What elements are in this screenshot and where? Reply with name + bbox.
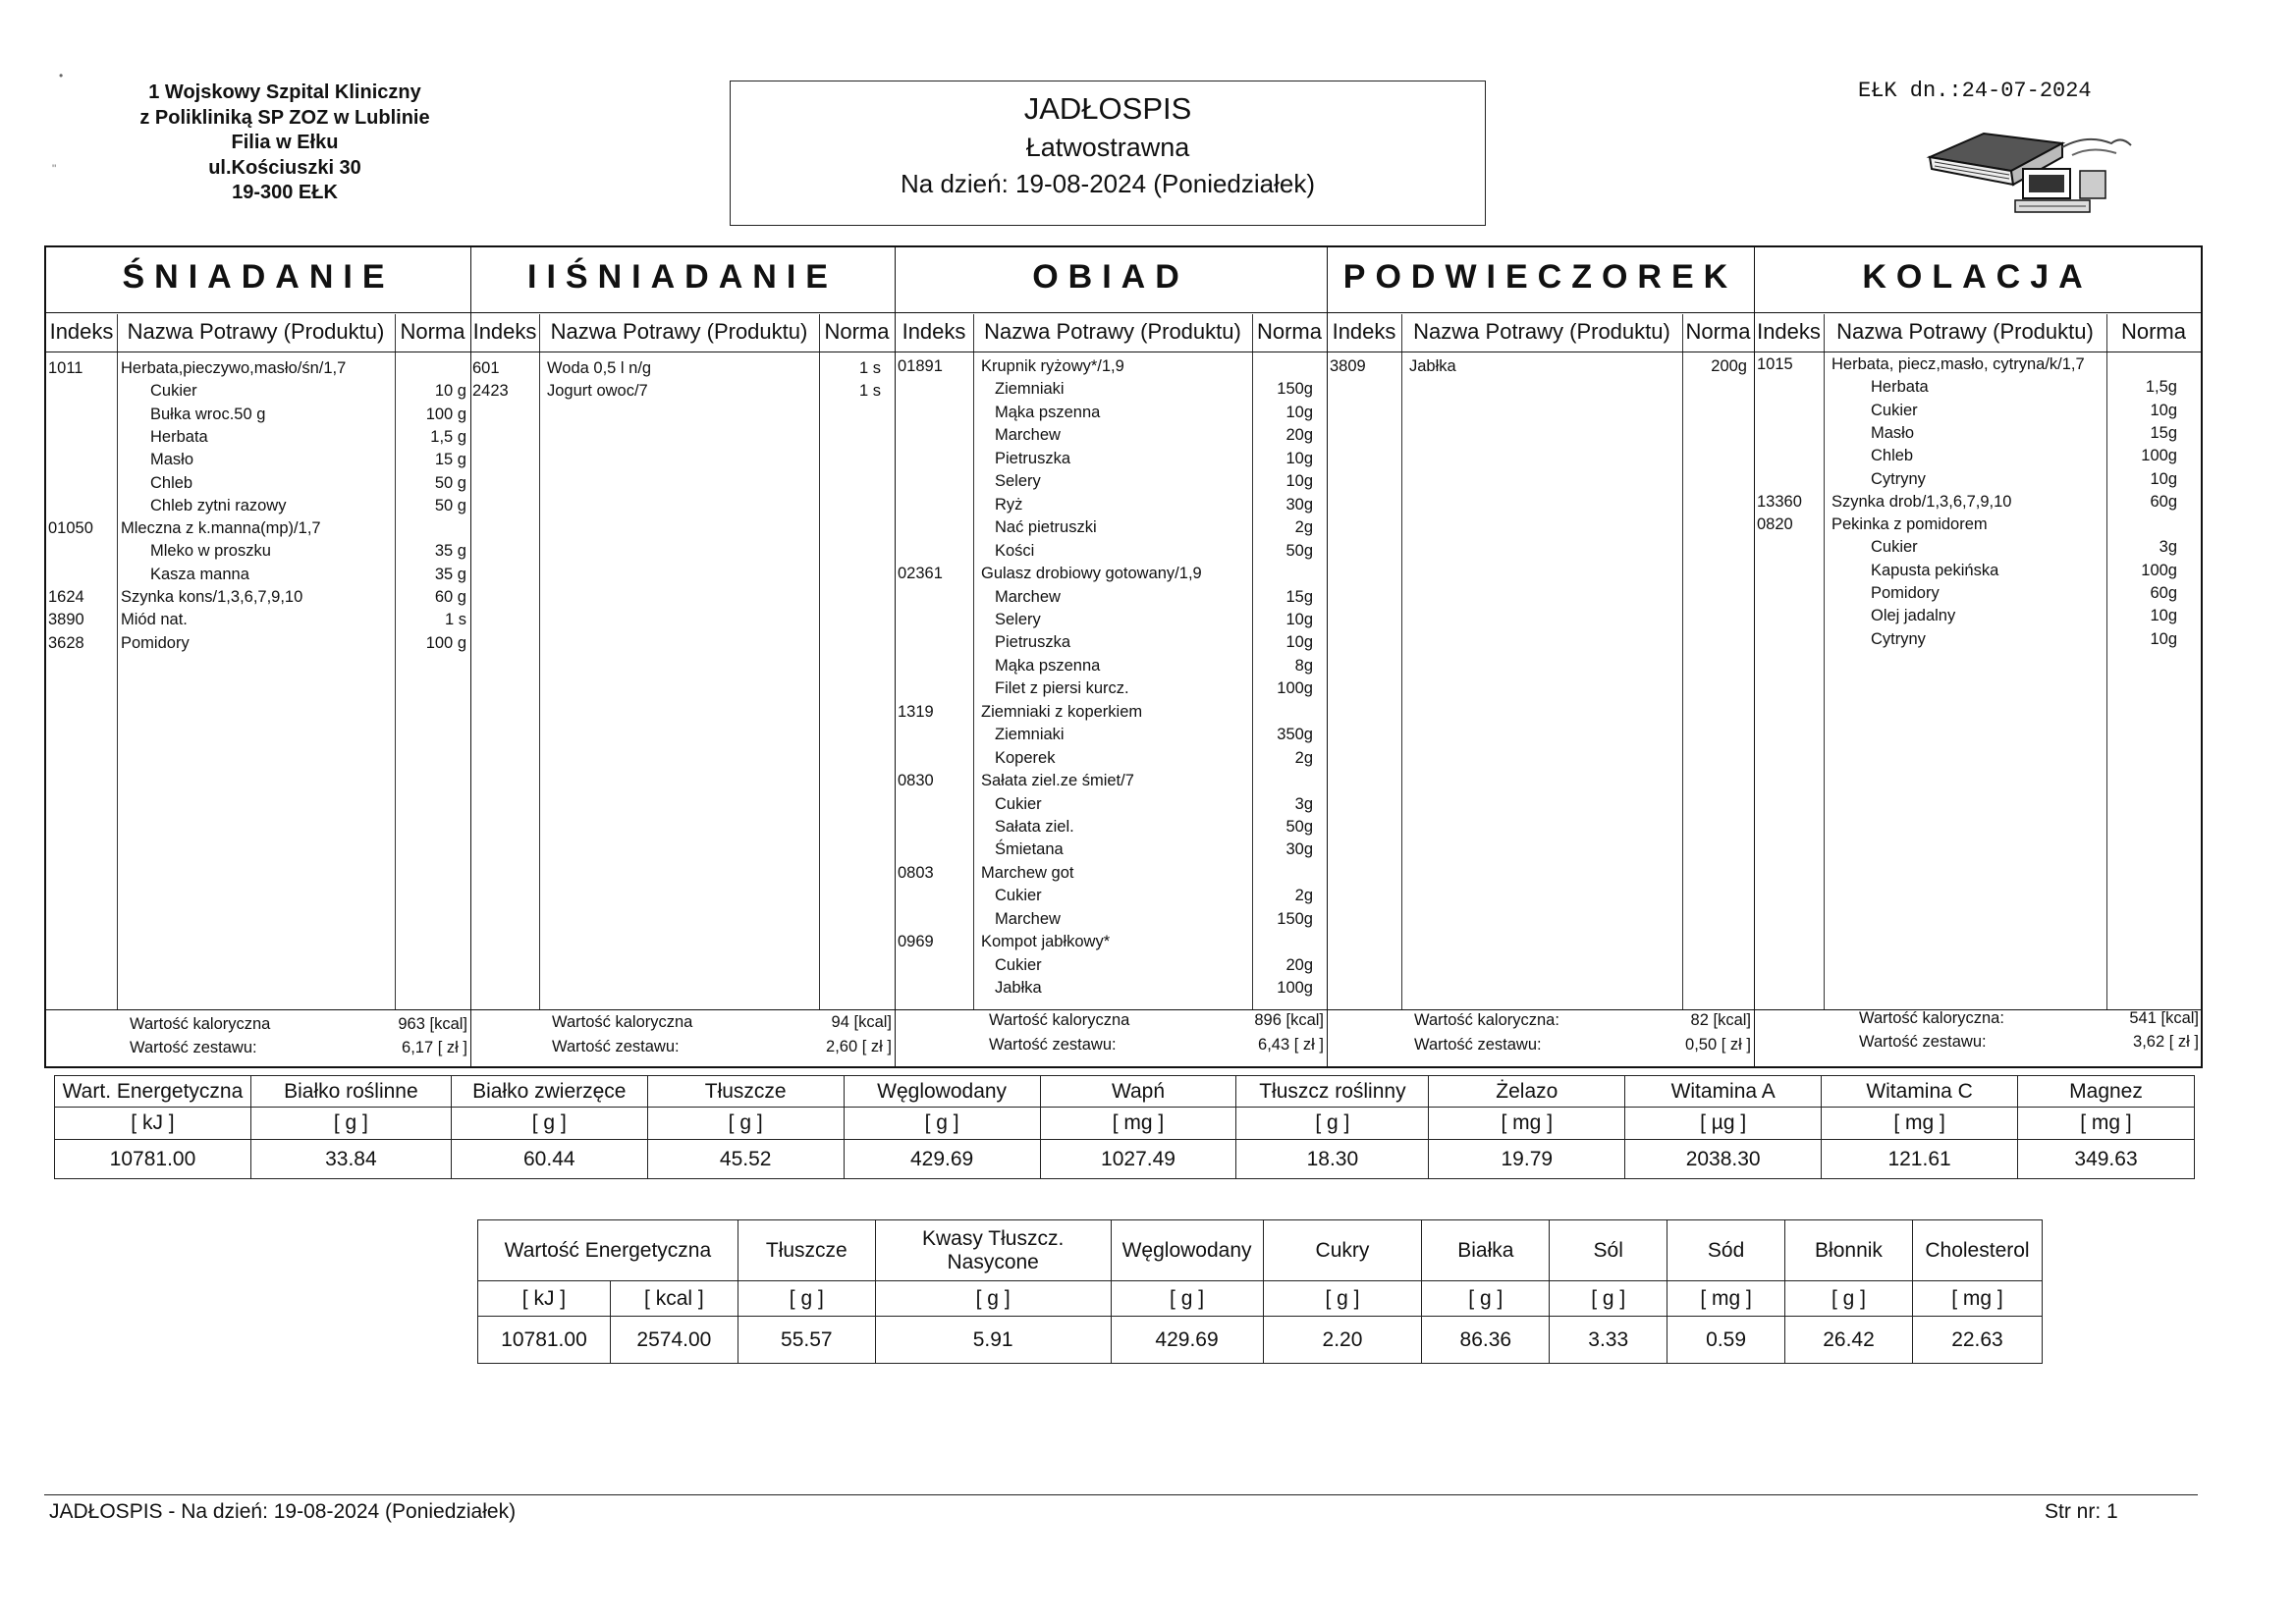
nutrient-value: 2038.30	[1625, 1140, 1822, 1179]
cost-label: Wartość zestawu:	[1414, 1036, 1542, 1054]
norm-value: 60 g	[434, 588, 466, 606]
norm-value: 2g	[1294, 887, 1313, 905]
norm-value: 10g	[1285, 610, 1313, 628]
nutrient-value: 0.59	[1667, 1317, 1785, 1364]
nutrient-header: Żelazo	[1429, 1076, 1625, 1108]
norm-value: 10g	[2150, 401, 2177, 419]
column-header-index: Indeks	[1332, 319, 1396, 344]
nutrient-unit: [ mg ]	[1912, 1281, 2042, 1317]
menu-table	[44, 245, 2203, 1068]
nutrient-header: Sól	[1550, 1220, 1667, 1281]
nutrient-header: Wapń	[1040, 1076, 1236, 1108]
ingredient-name: Sałata ziel.	[995, 818, 1074, 836]
norm-value: 150g	[1277, 380, 1313, 399]
column-header-norm: Norma	[824, 319, 890, 344]
nutrient-value: 18.30	[1236, 1140, 1429, 1179]
kcal-label: Wartość kaloryczna	[552, 1013, 693, 1031]
ingredient-name: Pietruszka	[995, 449, 1071, 467]
norm-value: 150g	[1277, 909, 1313, 928]
nutrient-unit: [ mg ]	[1429, 1108, 1625, 1140]
column-header-index: Indeks	[472, 319, 537, 344]
nutrition-table-daily	[54, 1075, 2195, 1179]
ingredient-name: Śmietana	[995, 840, 1064, 859]
cost-label: Wartość zestawu:	[1859, 1033, 1987, 1051]
hospital-line: 19-300 EŁK	[232, 182, 338, 203]
column-header-name: Nazwa Potrawy (Produktu)	[1413, 319, 1670, 344]
nutrient-header: Białko zwierzęce	[451, 1076, 647, 1108]
row-index: 3628	[48, 633, 84, 652]
nutrient-header: Witamina C	[1822, 1076, 2018, 1108]
nutrient-value: 121.61	[1822, 1140, 2018, 1179]
dish-name: Jogurt owoc/7	[547, 382, 648, 401]
hospital-line: 1 Wojskowy Szpital Kliniczny	[148, 81, 421, 103]
diet-name: Łatwostrawna	[1025, 133, 1190, 162]
norm-value: 200g	[1711, 357, 1747, 375]
norm-value: 1 s	[444, 611, 466, 629]
scan-mark: "	[52, 162, 57, 176]
dish-name: Marchew got	[981, 863, 1074, 882]
dish-name: Pekinka z pomidorem	[1831, 515, 1988, 534]
norm-value: 10g	[2150, 629, 2177, 648]
kcal-label: Wartość kaloryczna:	[1414, 1011, 1559, 1029]
ingredient-name: Filet z piersi kurcz.	[995, 679, 1129, 698]
norm-value: 30g	[1285, 840, 1313, 859]
cost-label: Wartość zestawu:	[989, 1036, 1117, 1054]
dish-name: Szynka drob/1,3,6,7,9,10	[1831, 492, 2012, 511]
dish-name: Pomidory	[121, 633, 190, 652]
norm-value: 10g	[1285, 633, 1313, 652]
nutrient-header: Wart. Energetyczna	[55, 1076, 251, 1108]
kcal-value: 541 [kcal]	[2129, 1009, 2199, 1027]
nutrient-header: Węglowodany	[844, 1076, 1040, 1108]
norm-value: 1 s	[858, 359, 881, 377]
nutrient-unit: [ mg ]	[1040, 1108, 1236, 1140]
row-index: 3890	[48, 611, 84, 629]
nutrient-header: Witamina A	[1625, 1076, 1822, 1108]
nutrient-value: 3.33	[1550, 1317, 1667, 1364]
nutrient-value: 10781.00	[55, 1140, 251, 1179]
nutrient-header: Białka	[1422, 1220, 1550, 1281]
nutrient-unit: [ mg ]	[2018, 1108, 2195, 1140]
norm-value: 50g	[1285, 818, 1313, 836]
title-box	[730, 81, 1486, 226]
norm-value: 100g	[2141, 447, 2177, 465]
dish-name: Mleczna z k.manna(mp)/1,7	[121, 519, 321, 538]
nutrient-header: Tłuszcz roślinny	[1236, 1076, 1429, 1108]
nutrient-value: 1027.49	[1040, 1140, 1236, 1179]
ingredient-name: Kapusta pekińska	[1871, 561, 1999, 579]
ingredient-name: Mleko w proszku	[150, 542, 271, 561]
dish-name: Woda 0,5 l n/g	[547, 359, 652, 377]
nutrient-value: 429.69	[844, 1140, 1040, 1179]
column-header-norm: Norma	[1685, 319, 1751, 344]
ingredient-name: Bułka wroc.50 g	[150, 405, 266, 423]
nutrient-unit: [ g ]	[250, 1108, 451, 1140]
issue-date: EŁK dn.:24-07-2024	[1858, 79, 2092, 103]
norm-value: 10g	[2150, 607, 2177, 625]
nutrient-unit: [ g ]	[647, 1108, 844, 1140]
row-index: 0830	[898, 772, 934, 790]
ingredient-name: Selery	[995, 472, 1041, 491]
norm-value: 15 g	[434, 451, 466, 469]
menu-date: Na dzień: 19-08-2024 (Poniedziałek)	[900, 169, 1316, 198]
hospital-line: Filia w Ełku	[231, 132, 339, 153]
norm-value: 35 g	[434, 565, 466, 583]
column-header-name: Nazwa Potrawy (Produktu)	[984, 319, 1241, 344]
ingredient-name: Olej jadalny	[1871, 607, 1956, 625]
nutrient-unit: [ kJ ]	[478, 1281, 611, 1317]
nutrient-unit: [ g ]	[1785, 1281, 1913, 1317]
row-index: 13360	[1757, 492, 1802, 511]
ingredient-name: Ziemniaki	[995, 726, 1065, 744]
norm-value: 10g	[1285, 449, 1313, 467]
meal-title-afternoon-snack: PODWIECZOREK	[1342, 257, 1738, 296]
norm-value: 60g	[2150, 584, 2177, 602]
nutrient-unit: [ kcal ]	[610, 1281, 738, 1317]
row-index: 601	[472, 359, 500, 377]
norm-value: 20g	[1285, 955, 1313, 974]
norm-value: 100 g	[425, 405, 466, 423]
ingredient-name: Nać pietruszki	[995, 518, 1097, 537]
row-index: 3809	[1330, 357, 1366, 375]
ingredient-name: Masło	[1871, 423, 1915, 442]
nutrient-header: Wartość Energetyczna	[478, 1220, 738, 1281]
column-header-norm: Norma	[2120, 319, 2186, 344]
nutrient-value: 349.63	[2018, 1140, 2195, 1179]
ingredient-name: Marchew	[995, 426, 1061, 445]
norm-value: 10 g	[434, 382, 466, 401]
dish-name: Jabłka	[1409, 357, 1456, 375]
book-computer-icon	[1925, 126, 2160, 229]
nutrient-header: Cukry	[1263, 1220, 1422, 1281]
scan-mark: •	[59, 69, 64, 82]
ingredient-name: Ryż	[995, 495, 1023, 514]
ingredient-name: Chleb	[150, 473, 193, 492]
meal-title-second-breakfast: IIŚNIADANIE	[527, 257, 838, 296]
norm-value: 30g	[1285, 495, 1313, 514]
cost-label: Wartość zestawu:	[552, 1038, 680, 1055]
nutrient-unit: [ g ]	[875, 1281, 1111, 1317]
nutrient-unit: [ g ]	[738, 1281, 875, 1317]
norm-value: 10g	[1285, 403, 1313, 421]
nutrient-unit: [ g ]	[1111, 1281, 1263, 1317]
kcal-value: 82 [kcal]	[1690, 1011, 1751, 1029]
norm-value: 3g	[2159, 538, 2177, 557]
norm-value: 50 g	[434, 473, 466, 492]
nutrient-value: 10781.00	[478, 1317, 611, 1364]
ingredient-name: Mąka pszenna	[995, 403, 1101, 421]
dish-name: Herbata, piecz,masło, cytryna/k/1,7	[1831, 355, 2085, 373]
ingredient-name: Jabłka	[995, 979, 1042, 998]
nutrient-unit: [ g ]	[1263, 1281, 1422, 1317]
row-index: 01050	[48, 519, 93, 538]
document-title: JADŁOSPIS	[1023, 91, 1192, 126]
nutrient-unit: [ g ]	[1550, 1281, 1667, 1317]
nutrition-table-label	[477, 1219, 2043, 1364]
ingredient-name: Selery	[995, 610, 1041, 628]
dish-name: Sałata ziel.ze śmiet/7	[981, 772, 1134, 790]
nutrient-value: 33.84	[250, 1140, 451, 1179]
ingredient-name: Cytryny	[1871, 469, 1926, 488]
norm-value: 20g	[1285, 426, 1313, 445]
meal-title-lunch: OBIAD	[1032, 257, 1189, 296]
norm-value: 2g	[1294, 748, 1313, 767]
dish-name: Krupnik ryżowy*/1,9	[981, 357, 1124, 375]
nutrient-value: 22.63	[1912, 1317, 2042, 1364]
column-header-index: Indeks	[49, 319, 114, 344]
row-index: 1011	[48, 359, 83, 377]
kcal-label: Wartość kaloryczna:	[1859, 1009, 2004, 1027]
norm-value: 3g	[1294, 794, 1313, 813]
norm-value: 2g	[1294, 518, 1313, 537]
row-index: 0820	[1757, 515, 1793, 534]
norm-value: 100 g	[425, 633, 466, 652]
cost-value: 6,43 [ zł ]	[1258, 1036, 1324, 1054]
nutrient-unit: [ g ]	[1422, 1281, 1550, 1317]
nutrient-unit: [ mg ]	[1667, 1281, 1785, 1317]
norm-value: 10g	[2150, 469, 2177, 488]
cost-label: Wartość zestawu:	[130, 1039, 257, 1056]
ingredient-name: Cukier	[995, 955, 1042, 974]
ingredient-name: Marchew	[995, 909, 1061, 928]
ingredient-name: Koperek	[995, 748, 1056, 767]
cost-value: 3,62 [ zł ]	[2133, 1033, 2199, 1051]
kcal-value: 896 [kcal]	[1254, 1011, 1324, 1029]
ingredient-name: Herbata	[150, 427, 208, 446]
row-index: 1015	[1757, 355, 1793, 373]
nutrient-header: Sód	[1667, 1220, 1785, 1281]
ingredient-name: Cytryny	[1871, 629, 1926, 648]
ingredient-name: Herbata	[1871, 378, 1929, 397]
nutrient-value: 5.91	[875, 1317, 1111, 1364]
norm-value: 1,5 g	[430, 427, 466, 446]
column-header-name: Nazwa Potrawy (Produktu)	[127, 319, 385, 344]
dish-name: Kompot jabłkowy*	[981, 933, 1111, 951]
ingredient-name: Chleb zytni razowy	[150, 496, 287, 514]
ingredient-name: Cukier	[995, 794, 1042, 813]
kcal-value: 963 [kcal]	[398, 1015, 467, 1033]
norm-value: 50g	[1285, 541, 1313, 560]
nutrient-value: 55.57	[738, 1317, 875, 1364]
nutrient-header: Magnez	[2018, 1076, 2195, 1108]
ingredient-name: Pomidory	[1871, 584, 1940, 602]
column-header-norm: Norma	[400, 319, 465, 344]
ingredient-name: Masło	[150, 451, 194, 469]
nutrient-unit: [ mg ]	[1822, 1108, 2018, 1140]
norm-value: 10g	[1285, 472, 1313, 491]
column-header-norm: Norma	[1256, 319, 1322, 344]
nutrient-value: 2574.00	[610, 1317, 738, 1364]
norm-value: 35 g	[434, 542, 466, 561]
ingredient-name: Kości	[995, 541, 1035, 560]
nutrient-header: Węglowodany	[1111, 1220, 1263, 1281]
nutrient-header: Tłuszcze	[647, 1076, 844, 1108]
nutrient-unit: [ g ]	[451, 1108, 647, 1140]
ingredient-name: Pietruszka	[995, 633, 1071, 652]
nutrient-value: 45.52	[647, 1140, 844, 1179]
footer-rule	[44, 1494, 2198, 1495]
nutrient-value: 60.44	[451, 1140, 647, 1179]
row-index: 1319	[898, 702, 934, 721]
norm-value: 50 g	[434, 496, 466, 514]
norm-value: 8g	[1294, 656, 1313, 675]
ingredient-name: Cukier	[150, 382, 197, 401]
dish-name: Szynka kons/1,3,6,7,9,10	[121, 588, 303, 606]
nutrient-header: Kwasy Tłuszcz. Nasycone	[875, 1220, 1111, 1281]
ingredient-name: Kasza manna	[150, 565, 249, 583]
meal-title-dinner: KOLACJA	[1862, 257, 2093, 296]
ingredient-name: Cukier	[995, 887, 1042, 905]
meal-title-breakfast: ŚNIADANIE	[122, 257, 395, 296]
hospital-address	[79, 81, 491, 206]
column-header-name: Nazwa Potrawy (Produktu)	[550, 319, 808, 344]
nutrient-value: 429.69	[1111, 1317, 1263, 1364]
nutrient-unit: [ kJ ]	[55, 1108, 251, 1140]
dish-name: Miód nat.	[121, 611, 188, 629]
ingredient-name: Marchew	[995, 587, 1061, 606]
hospital-line: ul.Kościuszki 30	[208, 156, 361, 179]
norm-value: 100g	[1277, 679, 1313, 698]
norm-value: 15g	[1285, 587, 1313, 606]
row-index: 1624	[48, 588, 84, 606]
cost-value: 0,50 [ zł ]	[1685, 1036, 1751, 1054]
norm-value: 60g	[2150, 492, 2177, 511]
norm-value: 100g	[2141, 561, 2177, 579]
row-index: 01891	[898, 357, 943, 375]
kcal-label: Wartość kaloryczna	[130, 1015, 271, 1033]
column-header-index: Indeks	[1757, 319, 1821, 344]
norm-value: 1 s	[858, 382, 881, 401]
norm-value: 100g	[1277, 979, 1313, 998]
nutrient-value: 86.36	[1422, 1317, 1550, 1364]
nutrient-header: Białko roślinne	[250, 1076, 451, 1108]
norm-value: 15g	[2150, 423, 2177, 442]
kcal-label: Wartość kaloryczna	[989, 1011, 1130, 1029]
ingredient-name: Chleb	[1871, 447, 1914, 465]
nutrient-unit: [ g ]	[1236, 1108, 1429, 1140]
norm-value: 1,5g	[2145, 378, 2177, 397]
column-header-name: Nazwa Potrawy (Produktu)	[1836, 319, 2094, 344]
ingredient-name: Ziemniaki	[995, 380, 1065, 399]
nutrient-header: Błonnik	[1785, 1220, 1913, 1281]
column-header-index: Indeks	[902, 319, 966, 344]
nutrient-value: 26.42	[1785, 1317, 1913, 1364]
cost-value: 2,60 [ zł ]	[826, 1038, 892, 1055]
ingredient-name: Cukier	[1871, 401, 1918, 419]
nutrient-unit: [ g ]	[844, 1108, 1040, 1140]
nutrient-unit: [ µg ]	[1625, 1108, 1822, 1140]
nutrient-header: Tłuszcze	[738, 1220, 875, 1281]
kcal-value: 94 [kcal]	[831, 1013, 892, 1031]
row-index: 2423	[472, 382, 509, 401]
nutrient-header: Cholesterol	[1912, 1220, 2042, 1281]
hospital-line: z Polikliniką SP ZOZ w Lublinie	[139, 106, 430, 129]
footer-title: JADŁOSPIS - Na dzień: 19-08-2024 (Poniedziałek)	[49, 1500, 517, 1523]
ingredient-name: Cukier	[1871, 538, 1918, 557]
nutrient-value: 2.20	[1263, 1317, 1422, 1364]
ingredient-name: Mąka pszenna	[995, 656, 1101, 675]
dish-name: Herbata,pieczywo,masło/śn/1,7	[121, 359, 347, 377]
row-index: 0803	[898, 863, 934, 882]
cost-value: 6,17 [ zł ]	[402, 1039, 467, 1056]
row-index: 0969	[898, 933, 934, 951]
dish-name: Gulasz drobiowy gotowany/1,9	[981, 565, 1202, 583]
page-number: Str nr: 1	[2045, 1500, 2118, 1523]
row-index: 02361	[898, 565, 943, 583]
dish-name: Ziemniaki z koperkiem	[981, 702, 1143, 721]
nutrient-value: 19.79	[1429, 1140, 1625, 1179]
norm-value: 350g	[1277, 726, 1313, 744]
